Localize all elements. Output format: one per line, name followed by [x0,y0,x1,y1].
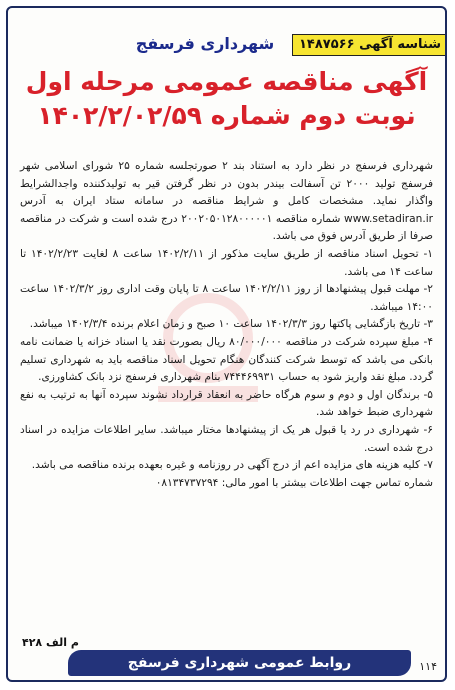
ad-body [20,158,433,492]
ad-subtitle: نوبت دوم شماره ۱۴۰۲/۲/۰۲/۵۹ [37,101,416,130]
condition-item-5: ۵- برندگان اول و دوم و سوم هرگاه حاضر به انعقاد قرارداد نشوند سپرده آنها به ترتیب به نفع شهرداری ضبط خواهد شد. [20,388,433,419]
ad-id-badge: شناسه آگهی ۱۴۸۷۵۶۶ [292,34,447,56]
contact-line: شماره تماس جهت اطلاعات بیشتر با امور مالی: ۰۸۱۳۴۷۳۷۲۹۴ [155,476,433,489]
ad-title: آگهی مناقصه عمومی مرحله اول [25,67,428,96]
publisher-name: شهرداری فرسفج [135,34,275,53]
condition-item-7: ۷- کلیه هزینه های مزایده اعم از درج آگهی در روزنامه و غیره بعهده برنده مناقصه می باشد. [31,459,433,472]
page-number: ۱۱۴ [419,660,437,673]
tender-advertisement [6,6,447,682]
ad-header [8,8,445,54]
reference-code: م الف ۴۲۸ [22,636,79,649]
condition-item-4: ۴- مبلغ سپرده شرکت در مناقصه ۸۰/۰۰۰/۰۰۰ ریال بصورت نقد یا اسناد خزانه یا ضمانت نامه بانکی می باشد که توسط شرکت کنندگان هنگام تحویل اسناد مناقصه باید به شهرداری تسلیم گردد. مبلغ نقد واریز شود به حساب ۷۴۴۴۶۹۹۳۱ بنام شهرداری فرسفج نزد بانک کشاورزی. [20,335,434,384]
condition-item-1: ۱- تحویل اسناد مناقصه از طریق سایت مذکور از ۱۴۰۲/۲/۱۱ ساعت ۸ لغایت ۱۴۰۲/۲/۲۳ تا ساعت ۱۴ می باشد. [20,247,433,278]
condition-item-6: ۶- شهرداری در رد یا قبول هر یک از پیشنهادها مختار میباشد. سایر اطلاعات مزایده در اسناد درج شده است. [20,423,433,454]
footer-banner: روابط عمومی شهرداری فرسفج [68,650,411,676]
intro-paragraph: شهرداری فرسفج در نظر دارد به استناد بند ۲ صورتجلسه شماره ۲۵ شورای اسلامی شهر فرسفج تولید ۲۰۰۰ تن آسفالت بیندر بدون در نظر گرفتن قیر به تولیدکننده واجدالشرایط واگذار نماید. مشخصات کامل و شرایط مناقصه در سامانه ستاد ایران به آدرس www.setadiran.ir شماره مناقصه ۲۰۰۲۰۵۰۱۲۸۰۰۰۰۰۱ درج شده است و شرکت در مناقصه صرفا از طریق آدرس فوق می باشد. [20,160,434,243]
condition-item-2: ۲- مهلت قبول پیشنهادها از روز ۱۴۰۲/۲/۱۱ ساعت ۸ تا پایان وقت اداری روز ۱۴۰۲/۳/۲ ساعت ۱۴:۰۰ میباشد. [20,283,433,313]
condition-item-3: ۳- تاریخ بازگشایی پاکتها روز ۱۴۰۲/۳/۳ ساعت ۱۰ صبح و زمان اعلام برنده ۱۴۰۲/۳/۴ میباشد. [29,318,433,331]
